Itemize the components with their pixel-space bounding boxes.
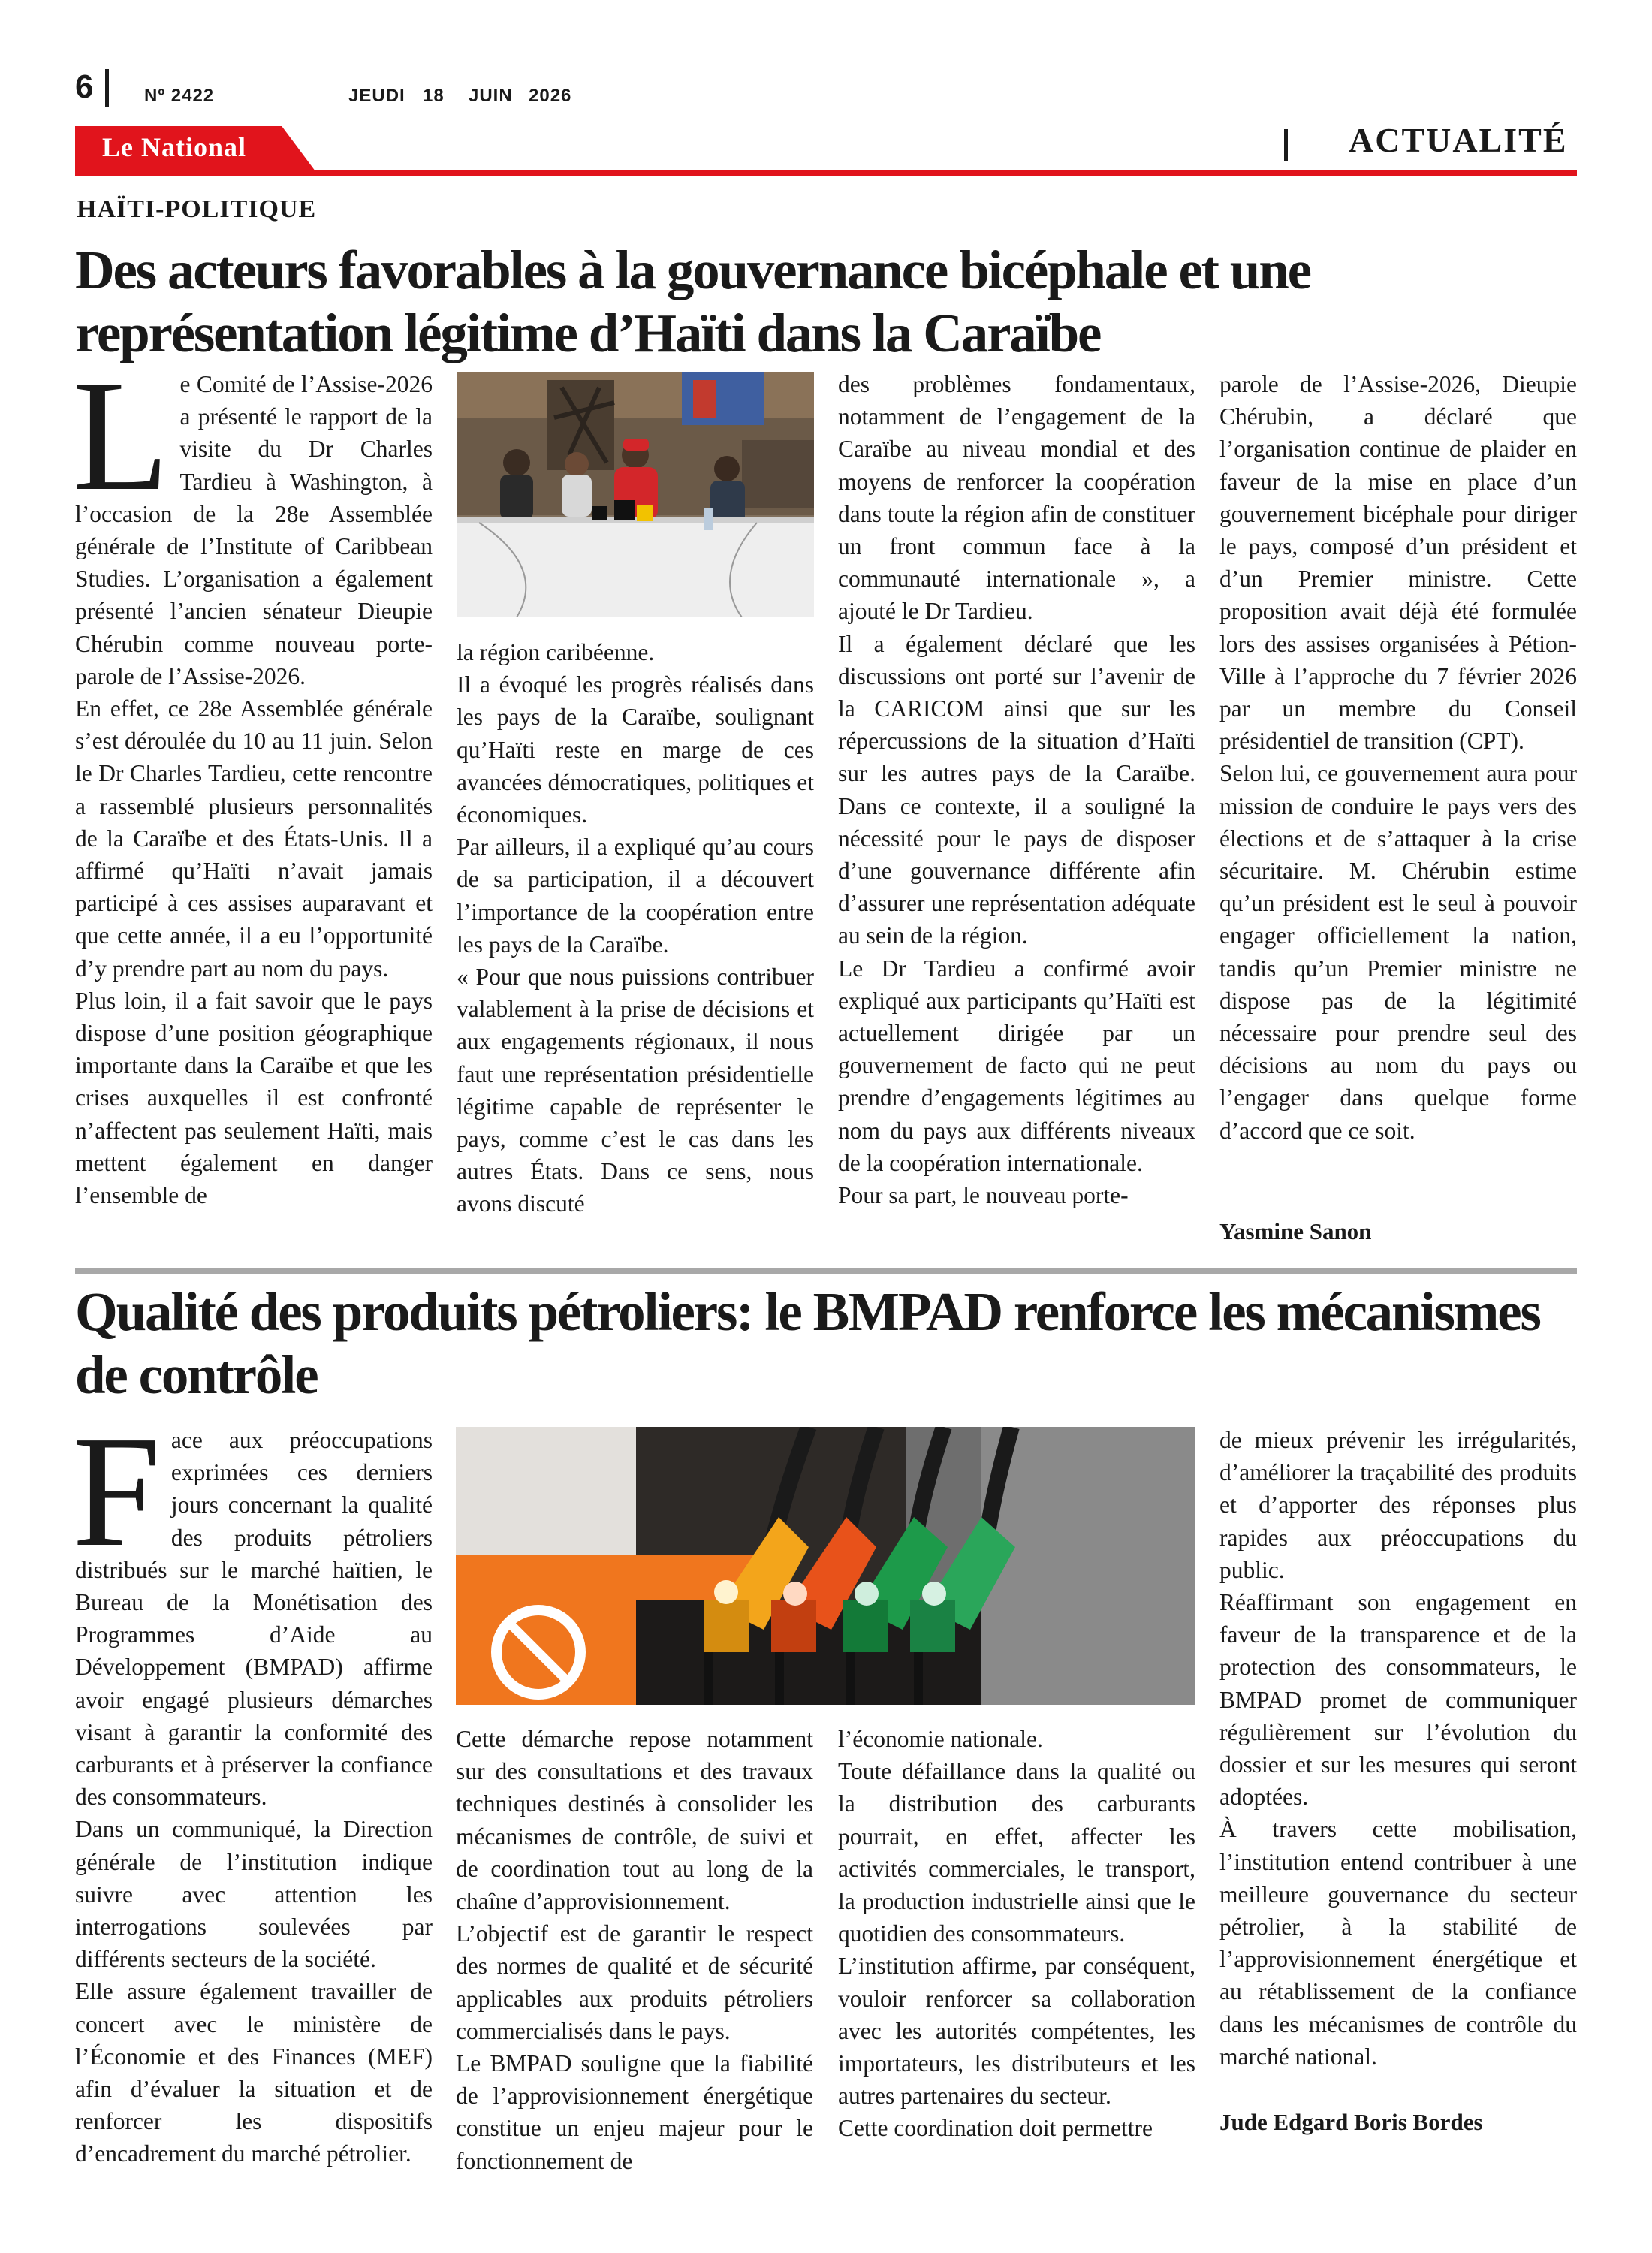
- paragraph: En effet, ce 28e Assemblée générale s’est déroulée du 10 au 11 juin. Selon le Dr Charles Tardieu, cette rencontre a rassemblé plusieurs personnalités de la Caraïbe et des États-Unis. Il a affirmé qu’Haïti n’avait jamais participé à ces assises auparavant et que cette année, il a eu l’opportunité d’y prendre part au nom du pays.: [75, 695, 433, 982]
- article2-column-2: [456, 1723, 813, 2177]
- paragraph: Dans un communiqué, la Direction générale de l’institution indique suivre avec attention les interrogations soulevées par différents secteurs de la société.: [75, 1816, 433, 1973]
- paragraph: parole de l’Assise-2026, Dieupie Chérubin, a déclaré que l’organisation continue de plaider en faveur de la mise en place d’un gouvernement bicéphale pour diriger le pays, composé d’un président et d’un Premier ministre. Cette proposition avait déjà été formulée lors des assises organisées à Pétion-Ville à l’approche du 7 février 2026 par un membre du Conseil présidentiel de transition (CPT).: [1219, 371, 1577, 755]
- article-headline: Qualité des produits pétroliers: le BMPAD renforce les mécanismes de contrôle: [75, 1281, 1540, 1405]
- paragraph: des problèmes fondamentaux, notamment de l’engagement de la Caraïbe au niveau mondial et des moyens de renforcer la coopération dans toute la région afin de constituer un front commun face à la communauté internationale », a ajouté le Dr Tardieu.: [838, 371, 1195, 625]
- paragraph: « Pour que nous puissions contribuer valablement à la prise de décisions et aux engagements régionaux, il nous faut une représentation présidentielle légitime capable de représenter le pays, comme c’est le cas dans les autres États. Dans ce sens, nous avons discuté: [457, 964, 814, 1217]
- drop-cap: L: [72, 347, 170, 523]
- paragraph: À travers cette mobilisation, l’institution entend contribuer à une meilleure gouvernance du secteur pétrolier, à la stabilité de l’approvisionnement énergétique et au rétablissement de la confiance dans les mécanismes de contrôle du marché national.: [1219, 1816, 1577, 2070]
- article-headline: Des acteurs favorables à la gouvernance bicéphale et une représentation légitime d’Haïti dans la Caraïbe: [75, 240, 1310, 363]
- drop-cap: F: [72, 1403, 161, 1579]
- paragraph: L’objectif est de garantir le respect des normes de qualité et de sécurité applicables aux produits pétroliers commercialisés dans le pays.: [456, 1920, 813, 2044]
- paragraph: Le Dr Tardieu a confirmé avoir expliqué aux participants qu’Haïti est actuellement dirigée par un gouvernement de facto qui ne peut prendre d’engagements légitimes au nom du pays aux différents niveaux de la coopération internationale.: [838, 955, 1195, 1176]
- paragraph: Il a évoqué les progrès réalisés dans les pays de la Caraïbe, soulignant qu’Haïti reste en marge de ces avancées démocratiques, politiques et économiques.: [457, 671, 814, 828]
- article1-column-4: [1219, 368, 1577, 1147]
- date-day: 18: [423, 86, 445, 106]
- paragraph: Elle assure également travailler de concert avec le ministère de l’Économie et des Finances (MEF) afin d’évaluer la situation et de renforcer les dispositifs d’encadrement du marché pétrolier.: [75, 1978, 433, 2167]
- date-month: JUIN: [469, 86, 513, 106]
- paragraph: Le BMPAD souligne que la fiabilité de l’approvisionnement énergétique constitue un enjeu majeur pour le fonctionnement de: [456, 2050, 813, 2174]
- article1-column-2: [457, 636, 814, 1220]
- issue-number: Nº 2422: [144, 86, 215, 106]
- section-title: ACTUALITÉ: [1349, 121, 1568, 159]
- paragraph: Toute défaillance dans la qualité ou la distribution des carburants pourrait, en effet, affecter les activités commerciales, le transport, la production industrielle ainsi que le quotidien des consommateurs.: [838, 1758, 1195, 1947]
- paragraph: Selon lui, ce gouvernement aura pour mission de conduire le pays vers des élections et de s’attaquer à la crise sécuritaire. M. Chérubin estime qu’un président est le seul à pouvoir engager officiellement la nation, tandis qu’un Premier ministre ne dispose pas de la légitimité nécessaire pour prendre seul des décisions au nom du pays ou l’engager dans quelque forme d’accord que ce soit.: [1219, 760, 1577, 1144]
- article2-column-4: [1219, 1424, 1577, 2073]
- paragraph: la région caribéenne.: [457, 639, 655, 665]
- article-divider: [75, 1268, 1577, 1274]
- article-kicker: HAÏTI-POLITIQUE: [77, 195, 317, 223]
- paragraph: ace aux préoccupations exprimées ces derniers jours concernant la qualité des produits pétroliers distribués sur le marché haïtien, le Bureau de la Monétisation des Programmes d’Aide au Développement (BMPAD) affirme avoir engagé plusieurs démarches visant à garantir la conformité des carburants et à préserver la confiance des consommateurs.: [75, 1427, 433, 1811]
- paragraph: e Comité de l’Assise-2026 a présenté le rapport de la visite du Dr Charles Tardieu à Washington, à l’occasion de la 28e Assemblée générale de l’Institute of Caribbean Studies. L’organisation a également présenté l’ancien sénateur Dieupie Chérubin comme nouveau porte-parole de l’Assise-2026.: [75, 371, 433, 689]
- paragraph: Réaffirmant son engagement en faveur de la transparence et de la protection des consommateurs, le BMPAD promet de communiquer régulièrement sur l’évolution du dossier et sur les mesures qui seront adoptées.: [1219, 1589, 1577, 1811]
- paragraph: Plus loin, il a fait savoir que le pays dispose d’une position géographique importante dans la Caraïbe et que les crises auxquelles il est confronté n’affectent pas seulement Haïti, mais mettent également en danger l’ensemble de: [75, 987, 433, 1209]
- date-year: 2026: [529, 86, 572, 106]
- paragraph: l’économie nationale.: [838, 1726, 1043, 1752]
- date-weekday: JEUDI: [348, 86, 405, 106]
- paragraph: Cette démarche repose notamment sur des consultations et des travaux techniques destinés à consolider les mécanismes de contrôle, de suivi et de coordination tout au long de la chaîne d’approvisionnement.: [456, 1726, 813, 1915]
- fuel-pump-photo: [456, 1427, 1195, 1705]
- press-conference-photo: [457, 372, 814, 617]
- article2-byline: Jude Edgard Boris Bordes: [1219, 2109, 1483, 2135]
- article1-column-1: [72, 347, 433, 1211]
- article2-column-3: [838, 1723, 1195, 2145]
- paragraph: L’institution affirme, par conséquent, vouloir renforcer sa collaboration avec les autorités compétentes, les importateurs, les distributeurs et les autres partenaires du secteur.: [838, 1953, 1195, 2110]
- paragraph: Pour sa part, le nouveau porte-: [838, 1182, 1129, 1209]
- article2-column-1: [72, 1403, 433, 2170]
- page-number-divider: [105, 69, 109, 107]
- brand-name: Le National: [102, 132, 247, 162]
- paragraph: de mieux prévenir les irrégularités, d’améliorer la traçabilité des produits et d’apporter des réponses plus rapides aux préoccupations du public.: [1219, 1427, 1577, 1583]
- paragraph: Il a également déclaré que les discussions ont porté sur l’avenir de la CARICOM ainsi que sur les répercussions de la situation d’Haïti sur les autres pays de la Caraïbe. Dans ce contexte, il a souligné la nécessité pour le pays de disposer d’une gouvernance différente afin d’assurer une représentation adéquate au sein de la région.: [838, 630, 1195, 949]
- article1-column-3: [838, 368, 1195, 1211]
- paragraph: Par ailleurs, il a expliqué qu’au cours de sa participation, il a découvert l’importance de la coopération entre les pays de la Caraïbe.: [457, 834, 814, 958]
- article1-byline: Yasmine Sanon: [1219, 1218, 1372, 1244]
- section-divider: [1284, 129, 1288, 161]
- paragraph: Cette coordination doit permettre: [838, 2115, 1153, 2142]
- page-number: 6: [75, 68, 94, 105]
